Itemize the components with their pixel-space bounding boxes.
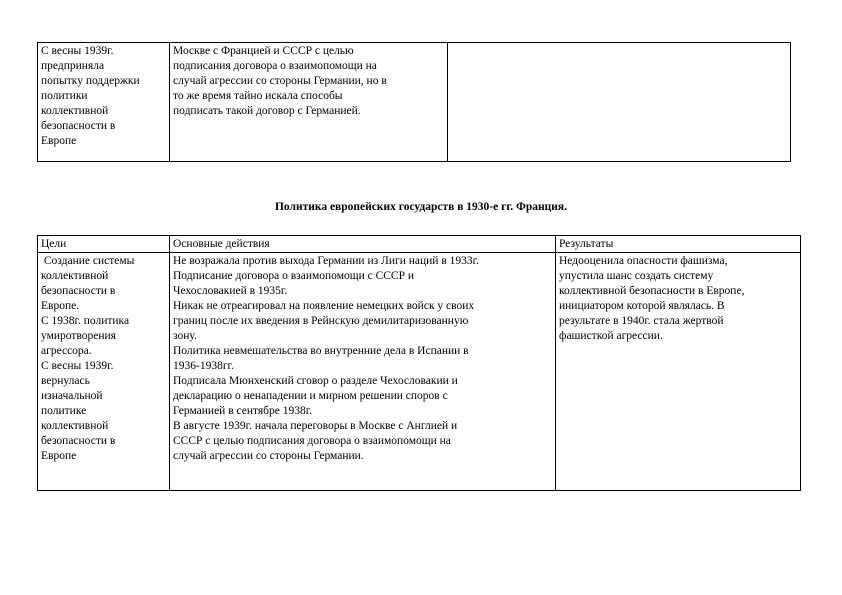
text-line: С весны 1939г. (41, 45, 114, 57)
text-line: С 1938г. политика (41, 315, 130, 327)
text-line: упустила шанс создать систему (559, 270, 714, 282)
text-line: то же время тайно искала способы (173, 90, 343, 102)
top-table (37, 42, 791, 162)
text-line: агрессора. (41, 345, 92, 357)
text-line: Не возражала против выхода Германии из Лиги наций в 1933г. (173, 255, 479, 267)
text-line: политики (41, 90, 88, 102)
text-line: С весны 1939г. (41, 360, 114, 372)
text-line: Создание системы (41, 255, 135, 267)
text-line: Европе (41, 135, 77, 147)
main-table (37, 235, 801, 491)
text-line: безопасности в (41, 285, 116, 297)
text-line: Германией в сентябре 1938г. (173, 405, 313, 417)
table-row (38, 43, 791, 162)
text-line: границ после их введения в Рейнскую демилитаризованную (173, 315, 469, 327)
text-line: безопасности в (41, 120, 116, 132)
results-cell (556, 253, 801, 491)
text-line: попытку поддержки (41, 75, 140, 87)
text-line: подписания договора о взаимопомощи на (173, 60, 377, 72)
text-line: фашисткой агрессии. (559, 330, 663, 342)
header-results: Результаты (556, 236, 801, 253)
text-line: Подписание договора о взаимопомощи с СССР и (173, 270, 415, 282)
text-line: случай агрессии со стороны Германии, но в (173, 75, 387, 87)
section-title: Политика европейских государств в 1930-е гг. Франция. (274, 201, 568, 213)
text-line: предприняла (41, 60, 105, 72)
text-line: Чехословакией в 1935г. (173, 285, 288, 297)
text-line: Москве с Францией и СССР с целью (173, 45, 354, 57)
text-line: 1936-1938гг. (173, 360, 234, 372)
text-line: случай агрессии со стороны Германии. (173, 450, 364, 462)
text-line: умиротворения (41, 330, 116, 342)
text-line: декларацию о ненападении и мирном решении споров с (173, 390, 448, 402)
text-line: Политика невмешательства во внутренние дела в Испании в (173, 345, 469, 357)
text-line: коллективной (41, 105, 109, 117)
top-action-cell (170, 43, 448, 162)
header-goals: Цели (38, 236, 170, 253)
text-line: зону. (173, 330, 197, 342)
text-line: Европе. (41, 300, 80, 312)
text-line: коллективной безопасности в Европе, (559, 285, 745, 297)
text-line: коллективной (41, 270, 109, 282)
top-result-cell (448, 43, 791, 162)
text-line: СССР с целью подписания договора о взаимопомощи на (173, 435, 451, 447)
text-line: Недооценила опасности фашизма, (559, 255, 728, 267)
header-actions: Основные действия (170, 236, 556, 253)
table-row (38, 253, 801, 491)
text-line: безопасности в (41, 435, 116, 447)
text-line: подписать такой договор с Германией. (173, 105, 361, 117)
top-goal-cell (38, 43, 170, 162)
text-line: вернулась (41, 375, 90, 387)
text-line: инициатором которой являлась. В (559, 300, 725, 312)
text-line: политике (41, 405, 87, 417)
text-line: В августе 1939г. начала переговоры в Москве с Англией и (173, 420, 458, 432)
actions-cell (170, 253, 556, 491)
goals-cell (38, 253, 170, 491)
text-line: Европе (41, 450, 77, 462)
text-line: результате в 1940г. стала жертвой (559, 315, 724, 327)
text-line: изначальной (41, 390, 103, 402)
text-line: Подписала Мюнхенский сговор о разделе Чехословакии и (173, 375, 458, 387)
table-header-row (38, 236, 801, 253)
text-line: Никак не отреагировал на появление немецких войск у своих (173, 300, 475, 312)
text-line: коллективной (41, 420, 109, 432)
